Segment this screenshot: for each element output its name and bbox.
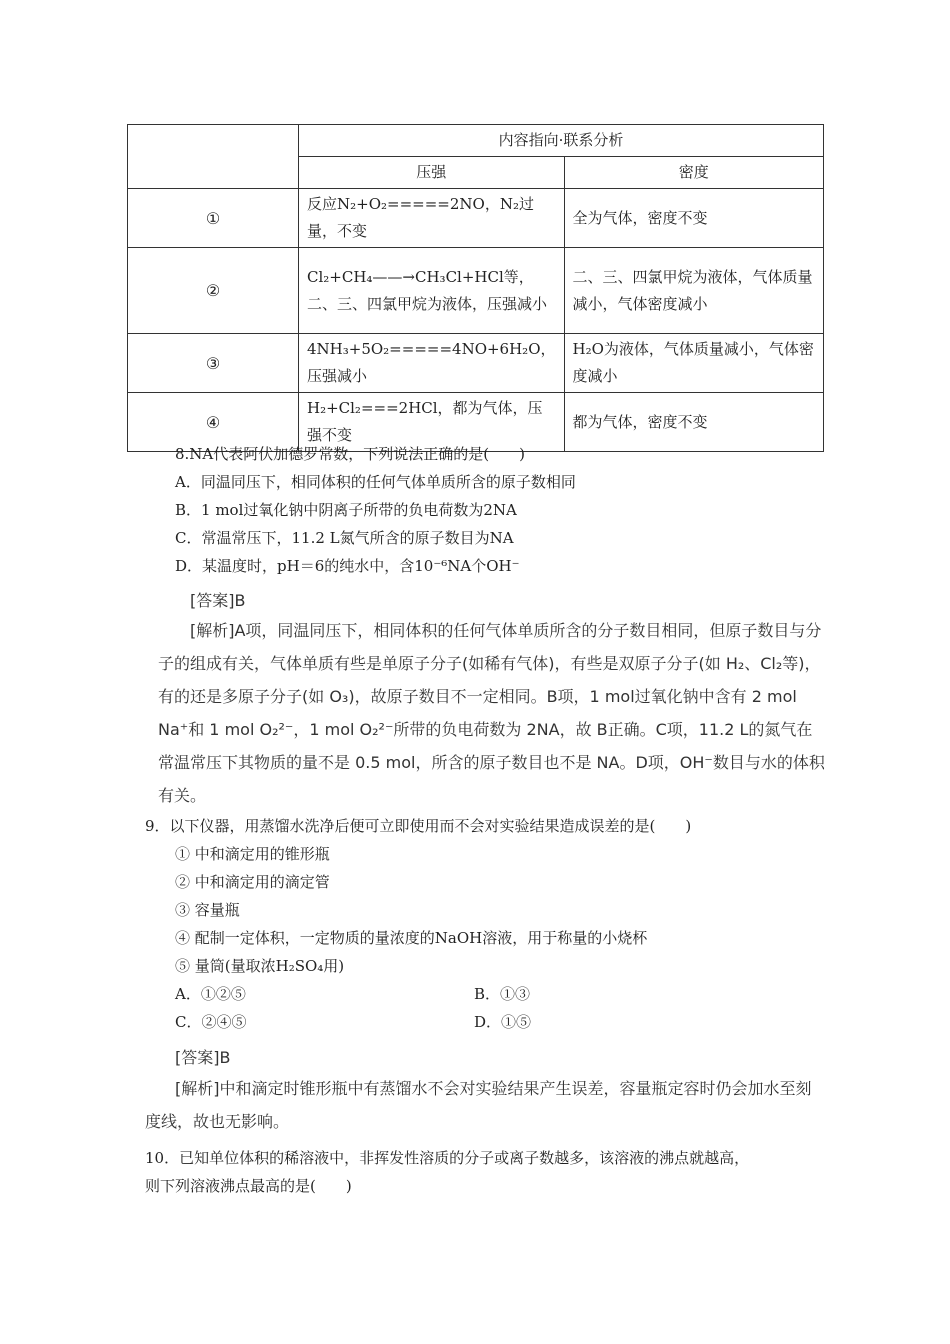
table-row	[128, 393, 824, 452]
q9-option-a: A．①②⑤	[175, 985, 246, 1003]
row-number: ③	[128, 334, 299, 393]
table-corner-cell	[128, 125, 299, 189]
q8-explanation: [解析]A项，同温同压下，相同体积的任何气体单质所含的分子数目相同，但原子数目与分子的组成有关，气体单质有些是单原子分子(如稀有气体)，有些是双原子分子(如 H₂、Cl₂等)，有的还是多原子分子(如 O₃)，故原子数目不一定相同。B项，1 mol过氧化钠中含有 2 mol Na⁺和 1 mol O₂²⁻，1 mol O₂²⁻所带的负电荷数为 2NA，故 B正确。C项，11.2 L的氮气在常温常压下其物质的量不是 0.5 mol，所含的原子数目也不是 NA。D项，OH⁻数目与水的体积有关。	[158, 621, 825, 805]
q8-option-a: A．同温同压下，相同体积的任何气体单质所含的原子数相同	[175, 473, 576, 491]
density-cell: 二、三、四氯甲烷为液体，气体质量减小，气体密度减小	[564, 248, 824, 334]
table-header-density: 密度	[564, 157, 824, 189]
q9-option-d: D．①⑤	[474, 1013, 532, 1031]
q8-stem: 8.NA代表阿伏加德罗常数，下列说法正确的是( )	[175, 445, 525, 463]
density-cell: 都为气体，密度不变	[564, 393, 824, 452]
q10-stem-line2: 则下列溶液沸点最高的是( )	[145, 1177, 352, 1195]
pressure-cell: Cl₂+CH₄——→CH₃Cl+HCl等，二、三、四氯甲烷为液体，压强减小	[299, 248, 565, 334]
q9-explanation: [解析]中和滴定时锥形瓶中有蒸馏水不会对实验结果产生误差，容量瓶定容时仍会加水至刻度线，故也无影响。	[145, 1079, 812, 1131]
q9-item: ⑤ 量筒(量取浓H₂SO₄用)	[175, 957, 345, 975]
row-number: ①	[128, 189, 299, 248]
q9-option-b: B．①③	[474, 985, 531, 1003]
q8-option-b: B．1 mol过氧化钠中阴离子所带的负电荷数为2NA	[175, 501, 517, 519]
density-cell: H₂O为液体，气体质量减小，气体密度减小	[564, 334, 824, 393]
q10-stem-line1: 10．已知单位体积的稀溶液中，非挥发性溶质的分子或离子数越多，该溶液的沸点就越高，	[145, 1149, 750, 1167]
q9-item: ① 中和滴定用的锥形瓶	[175, 845, 330, 863]
analysis-table	[127, 124, 824, 452]
q9-item: ④ 配制一定体积，一定物质的量浓度的NaOH溶液，用于称量的小烧杯	[175, 929, 648, 947]
density-cell: 全为气体，密度不变	[564, 189, 824, 248]
q9-item: ② 中和滴定用的滴定管	[175, 873, 330, 891]
table-row	[128, 189, 824, 248]
q8-answer: [答案]B	[190, 591, 246, 610]
table-row	[128, 334, 824, 393]
row-number: ②	[128, 248, 299, 334]
pressure-cell: 反应N₂+O₂=====2NO，N₂过量，不变	[299, 189, 565, 248]
q8-option-c: C．常温常压下，11.2 L氮气所含的原子数目为NA	[175, 529, 514, 547]
q8-option-d: D．某温度时，pH＝6的纯水中，含10⁻⁶NA个OH⁻	[175, 557, 520, 575]
pressure-cell: H₂+Cl₂===2HCl，都为气体，压强不变	[299, 393, 565, 452]
q9-stem: 9．以下仪器，用蒸馏水洗净后便可立即使用而不会对实验结果造成误差的是( )	[145, 817, 692, 835]
row-number: ④	[128, 393, 299, 452]
table-row	[128, 248, 824, 334]
table-header-main: 内容指向·联系分析	[299, 125, 824, 157]
table-header-pressure: 压强	[299, 157, 565, 189]
pressure-cell: 4NH₃+5O₂=====4NO+6H₂O，压强减小	[299, 334, 565, 393]
q9-item: ③ 容量瓶	[175, 901, 240, 919]
q9-option-c: C．②④⑤	[175, 1013, 247, 1031]
q9-answer: [答案]B	[175, 1048, 231, 1067]
